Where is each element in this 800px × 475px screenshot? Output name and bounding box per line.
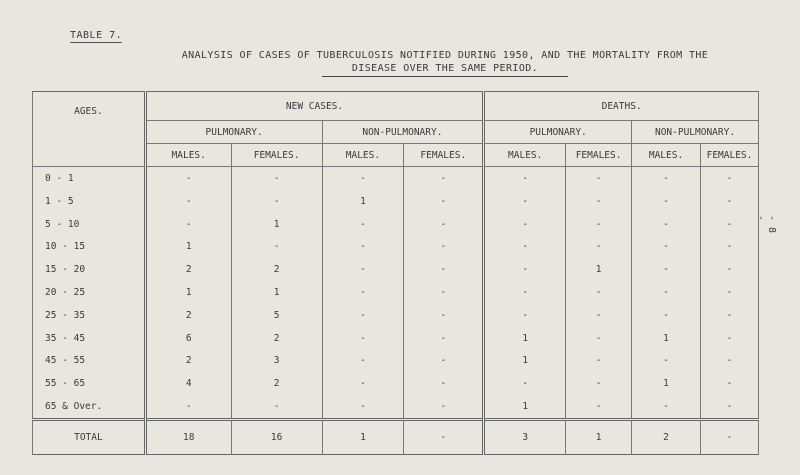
deaths-non-pulmonary-header: NON-PULMONARY. xyxy=(632,121,759,144)
value-cell: 1 xyxy=(322,190,404,213)
value-cell: - xyxy=(322,327,404,350)
value-cell: - xyxy=(145,213,231,236)
value-cell: - xyxy=(566,304,632,327)
value-cell: 1 xyxy=(566,420,632,455)
value-cell: - xyxy=(404,304,484,327)
new-pulmonary-header: PULMONARY. xyxy=(145,121,322,144)
value-cell: - xyxy=(404,235,484,258)
value-cell: - xyxy=(404,190,484,213)
table-row xyxy=(33,235,759,258)
age-cell: 25 - 35 xyxy=(33,304,146,327)
value-cell: - xyxy=(322,395,404,419)
value-cell: - xyxy=(484,190,566,213)
value-cell: - xyxy=(322,281,404,304)
value-cell: 1 xyxy=(632,372,701,395)
value-cell: 1 xyxy=(231,213,322,236)
value-cell: 5 xyxy=(231,304,322,327)
value-cell: - xyxy=(700,327,758,350)
value-cell: - xyxy=(231,167,322,190)
value-cell: - xyxy=(322,213,404,236)
table-title xyxy=(150,49,740,77)
value-cell: 1 xyxy=(484,395,566,419)
table-row xyxy=(33,213,759,236)
value-cell: - xyxy=(632,258,701,281)
value-cell: 1 xyxy=(145,235,231,258)
value-cell: - xyxy=(632,213,701,236)
value-cell: - xyxy=(632,304,701,327)
females-header: FEMALES. xyxy=(700,144,758,167)
value-cell: - xyxy=(231,235,322,258)
value-cell: - xyxy=(700,235,758,258)
value-cell: - xyxy=(700,372,758,395)
table-row xyxy=(33,167,759,190)
value-cell: - xyxy=(322,167,404,190)
value-cell: - xyxy=(632,350,701,373)
age-cell: 45 - 55 xyxy=(33,350,146,373)
value-cell: 2 xyxy=(632,420,701,455)
value-cell: - xyxy=(404,281,484,304)
value-cell: - xyxy=(484,304,566,327)
value-cell: 16 xyxy=(231,420,322,455)
age-cell: 65 & Over. xyxy=(33,395,146,419)
value-cell: - xyxy=(404,213,484,236)
females-header: FEMALES. xyxy=(404,144,484,167)
value-cell: 2 xyxy=(231,258,322,281)
females-header: FEMALES. xyxy=(231,144,322,167)
table-row xyxy=(33,304,759,327)
value-cell: - xyxy=(632,167,701,190)
value-cell: - xyxy=(700,167,758,190)
value-cell: 2 xyxy=(145,350,231,373)
value-cell: - xyxy=(700,258,758,281)
table-row xyxy=(33,190,759,213)
value-cell: - xyxy=(632,190,701,213)
value-cell: - xyxy=(484,235,566,258)
new-non-pulmonary-header: NON-PULMONARY. xyxy=(322,121,484,144)
value-cell: - xyxy=(700,304,758,327)
age-cell: 15 - 20 xyxy=(33,258,146,281)
value-cell: 6 xyxy=(145,327,231,350)
age-cell: 20 - 25 xyxy=(33,281,146,304)
value-cell: - xyxy=(404,167,484,190)
value-cell: 2 xyxy=(145,258,231,281)
value-cell: - xyxy=(484,372,566,395)
deaths-header: DEATHS. xyxy=(484,92,759,121)
value-cell: - xyxy=(700,395,758,419)
table-label: TABLE 7. xyxy=(70,30,123,41)
value-cell: 1 xyxy=(145,281,231,304)
value-cell: - xyxy=(700,420,758,455)
table-row xyxy=(33,281,759,304)
males-header: MALES. xyxy=(145,144,231,167)
table-row xyxy=(33,258,759,281)
value-cell: 2 xyxy=(145,304,231,327)
value-cell: - xyxy=(566,350,632,373)
value-cell: - xyxy=(322,350,404,373)
new-cases-header: NEW CASES. xyxy=(145,92,483,121)
value-cell: - xyxy=(700,281,758,304)
value-cell: 1 xyxy=(632,327,701,350)
title-line-2: DISEASE OVER THE SAME PERIOD. xyxy=(322,62,568,77)
age-cell: 1 - 5 xyxy=(33,190,146,213)
value-cell: - xyxy=(632,395,701,419)
value-cell: - xyxy=(404,420,484,455)
value-cell: - xyxy=(484,167,566,190)
value-cell: - xyxy=(404,350,484,373)
value-cell: - xyxy=(322,235,404,258)
value-cell: - xyxy=(566,213,632,236)
value-cell: - xyxy=(566,235,632,258)
total-row xyxy=(33,420,759,455)
value-cell: 1 xyxy=(484,350,566,373)
value-cell: - xyxy=(231,395,322,419)
value-cell: - xyxy=(566,190,632,213)
value-cell: - xyxy=(566,395,632,419)
value-cell: 1 xyxy=(566,258,632,281)
deaths-pulmonary-header: PULMONARY. xyxy=(484,121,632,144)
value-cell: - xyxy=(145,167,231,190)
age-cell: 0 - 1 xyxy=(33,167,146,190)
ages-header: AGES. xyxy=(33,92,146,167)
value-cell: - xyxy=(484,281,566,304)
value-cell: - xyxy=(484,258,566,281)
age-cell: 35 - 45 xyxy=(33,327,146,350)
value-cell: 1 xyxy=(322,420,404,455)
table-row xyxy=(33,395,759,419)
tuberculosis-table xyxy=(32,91,759,455)
age-cell: 55 - 65 xyxy=(33,372,146,395)
males-header: MALES. xyxy=(322,144,404,167)
males-header: MALES. xyxy=(632,144,701,167)
value-cell: - xyxy=(632,281,701,304)
page-number: - 8 - xyxy=(755,215,777,234)
value-cell: - xyxy=(700,213,758,236)
total-label: TOTAL xyxy=(33,420,146,455)
value-cell: - xyxy=(566,372,632,395)
value-cell: - xyxy=(484,213,566,236)
value-cell: 2 xyxy=(231,327,322,350)
value-cell: - xyxy=(700,190,758,213)
value-cell: 3 xyxy=(231,350,322,373)
value-cell: 4 xyxy=(145,372,231,395)
table-row xyxy=(33,372,759,395)
value-cell: - xyxy=(404,395,484,419)
title-line-1: ANALYSIS OF CASES OF TUBERCULOSIS NOTIFIED DURING 1950, AND THE MORTALITY FROM THE xyxy=(181,50,709,61)
table-row xyxy=(33,327,759,350)
value-cell: 3 xyxy=(484,420,566,455)
value-cell: - xyxy=(404,258,484,281)
value-cell: - xyxy=(145,190,231,213)
value-cell: 18 xyxy=(145,420,231,455)
value-cell: - xyxy=(566,327,632,350)
value-cell: - xyxy=(566,281,632,304)
value-cell: - xyxy=(322,372,404,395)
age-cell: 10 - 15 xyxy=(33,235,146,258)
value-cell: 1 xyxy=(231,281,322,304)
value-cell: - xyxy=(566,167,632,190)
table-row xyxy=(33,350,759,373)
value-cell: - xyxy=(404,327,484,350)
males-header: MALES. xyxy=(484,144,566,167)
value-cell: - xyxy=(404,372,484,395)
age-cell: 5 - 10 xyxy=(33,213,146,236)
value-cell: - xyxy=(700,350,758,373)
females-header: FEMALES. xyxy=(566,144,632,167)
value-cell: - xyxy=(632,235,701,258)
value-cell: - xyxy=(145,395,231,419)
value-cell: - xyxy=(322,304,404,327)
value-cell: - xyxy=(231,190,322,213)
value-cell: 1 xyxy=(484,327,566,350)
value-cell: - xyxy=(322,258,404,281)
value-cell: 2 xyxy=(231,372,322,395)
